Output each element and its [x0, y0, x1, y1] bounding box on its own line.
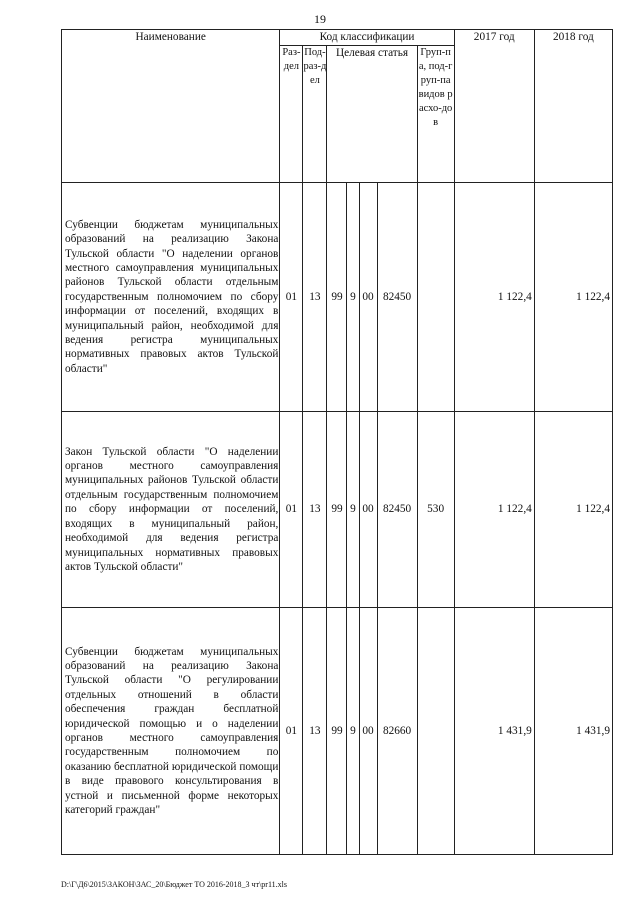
- header-group: Груп-па, под-груп-па видов расхо-дов: [417, 46, 454, 183]
- table-row: [62, 412, 613, 608]
- row-subsection: 13: [303, 183, 327, 412]
- row-group: 530: [417, 412, 454, 608]
- budget-table: [61, 29, 613, 855]
- row-target-3: 00: [359, 183, 377, 412]
- header-code: Код классификации: [280, 30, 454, 46]
- row-2018: 1 122,4: [534, 183, 612, 412]
- row-target-4: 82450: [377, 183, 417, 412]
- header-year-2018: 2018 год: [534, 30, 612, 183]
- file-path-footer: D:\Г\Д6\2015\ЗАКОН\ЗАС_20\Бюджет ТО 2016-2018_3 чт\pr11.xls: [61, 880, 287, 889]
- header-target: Целевая статья: [327, 46, 417, 183]
- row-target-1: 99: [327, 183, 347, 412]
- header-section: Раз-дел: [280, 46, 303, 183]
- row-section: 01: [280, 412, 303, 608]
- row-target-4: 82450: [377, 412, 417, 608]
- row-2017: 1 431,9: [454, 608, 534, 855]
- row-target-3: 00: [359, 608, 377, 855]
- row-section: 01: [280, 608, 303, 855]
- row-target-2: 9: [347, 412, 359, 608]
- header-year-2017: 2017 год: [454, 30, 534, 183]
- row-target-3: 00: [359, 412, 377, 608]
- row-target-1: 99: [327, 608, 347, 855]
- row-target-2: 9: [347, 183, 359, 412]
- row-target-2: 9: [347, 608, 359, 855]
- header-row-1: [62, 30, 613, 46]
- table-row: [62, 183, 613, 412]
- row-target-4: 82660: [377, 608, 417, 855]
- header-subsection: Под-раз-дел: [303, 46, 327, 183]
- row-name: Субвенции бюджетам муниципальных образований на реализацию Закона Тульской области "О регулировании отдельных отношений в области обеспечения граждан бесплатной юридической помощью и о наделении органов местного самоуправления государственным полномочием по оказанию бесплатной юридической помощи в виде правового консультирования в устной и письменной форме некоторых категорий граждан": [62, 608, 280, 855]
- row-subsection: 13: [303, 608, 327, 855]
- row-group: [417, 183, 454, 412]
- row-subsection: 13: [303, 412, 327, 608]
- header-name: Наименование: [62, 30, 280, 183]
- row-2018: 1 122,4: [534, 412, 612, 608]
- row-name: Закон Тульской области "О наделении органов местного самоуправления муниципальных районов Тульской области отдельным государственным полномочием по сбору информации от поселений, входящих в муниципальный район, необходимой для ведения регистра муниципальных нормативных правовых актов Тульской области": [62, 412, 280, 608]
- row-2018: 1 431,9: [534, 608, 612, 855]
- row-2017: 1 122,4: [454, 183, 534, 412]
- table-row: [62, 608, 613, 855]
- row-2017: 1 122,4: [454, 412, 534, 608]
- row-section: 01: [280, 183, 303, 412]
- page-number: 19: [314, 12, 326, 26]
- row-name: Субвенции бюджетам муниципальных образований на реализацию Закона Тульской области "О наделении органов местного самоуправления муниципальных районов Тульской области отдельным государственным полномочием по сбору информации от поселений, входящих в муниципальный район, необходимой для ведения регистра муниципальных нормативных правовых актов Тульской области": [62, 183, 280, 412]
- row-target-1: 99: [327, 412, 347, 608]
- row-group: [417, 608, 454, 855]
